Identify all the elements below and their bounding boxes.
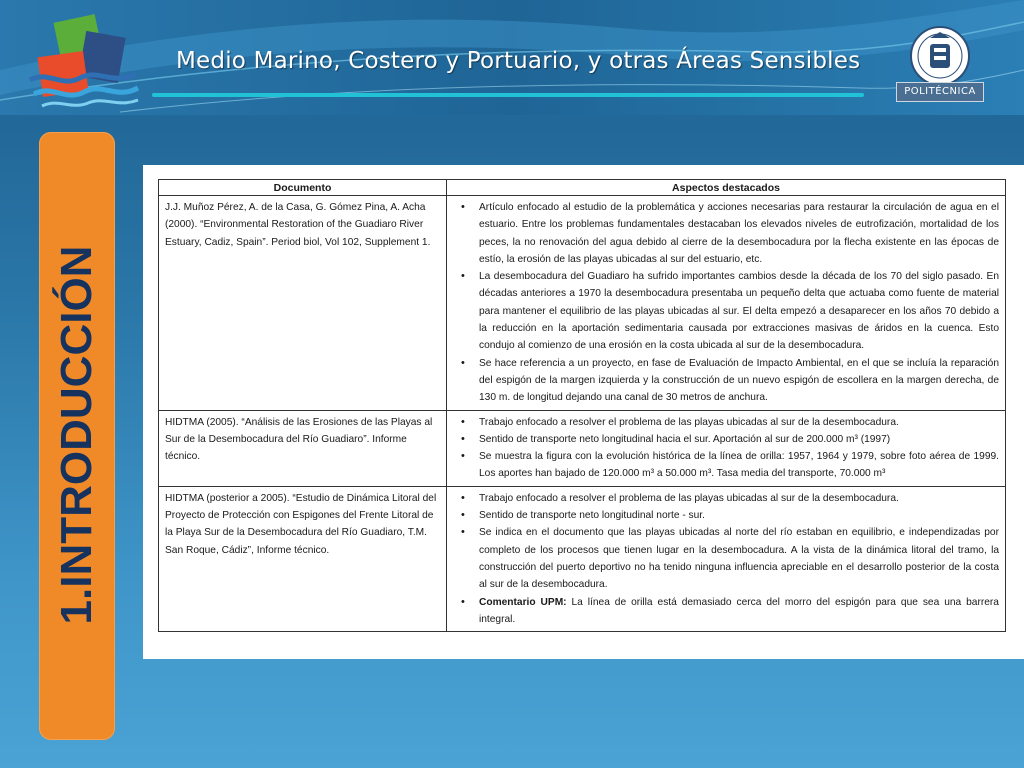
aspects-list — [453, 490, 999, 628]
comment-label: Comentario UPM: — [479, 596, 567, 608]
list-item: • Se muestra la figura con la evolución histórica de la línea de orilla: 1957, 1964 y 1979, sobre foto aérea de 1999. Los aportes han bajado de 120.000 m³ a 50.000 m³. Tasa media del transporte, 70.000 m³ — [453, 448, 999, 483]
list-item: • Sentido de transporte neto longitudinal hacia el sur. Aportación al sur de 200.000 m³ (1997) — [453, 431, 999, 448]
column-header-aspectos: Aspectos destacados — [447, 180, 1006, 196]
institution-label: POLITÉCNICA — [896, 82, 984, 102]
aspects-list — [453, 414, 999, 483]
document-cell: HIDTMA (2005). “Análisis de las Erosiones de las Playas al Sur de la Desembocadura del Río Guadiaro”. Informe técnico. — [159, 410, 447, 486]
list-item: • Se hace referencia a un proyecto, en fase de Evaluación de Impacto Ambiental, en el que se incluía la reparación del espigón de la margen izquierda y la construcción de un nuevo espigón de escollera en la margen derecha, de 130 m. de longitud dejando una canal de 30 metros de anchura. — [453, 355, 999, 407]
aspects-cell — [447, 410, 1006, 486]
list-item: • Se indica en el documento que las playas ubicadas al norte del río estaban en equilibrio, e independizadas por completo de los procesos que tienen lugar en la desembocadura. A la vista de la dinámica litoral del tramo, la construcción del puerto deportivo no ha tenido ninguna influencia apreciable en el desarrollo posterior de la costa al sur de la desembocadura. — [453, 524, 999, 593]
list-item: • La desembocadura del Guadiaro ha sufrido importantes cambios desde la década de los 70 del siglo pasado. En décadas anteriores a 1970 la desembocadura presentaba un pequeño delta que actuaba como fuente de material para mantener el equilibrio de las playas ubicadas al sur. El delta empezó a desaparecer en los años 70 debido a la reducción en la aportación sedimentaria causada por extracciones masivas de áridos en la cuenca. Esto condujo al comienzo de una erosión en la costa ubicada al sur de la desembocadura. — [453, 268, 999, 354]
title-underline — [152, 93, 864, 97]
project-logo-icon — [28, 14, 140, 110]
comment-text: La línea de orilla está demasiado cerca del morro del espigón para que sea una barrera integral. — [479, 596, 999, 625]
column-header-documento: Documento — [159, 180, 447, 196]
list-item: • Artículo enfocado al estudio de la problemática y acciones necesarias para restaurar la circulación de agua en el estuario. Entre los problemas fundamentales destacaban los elevados niveles de eutrofización, mortalidad de los peces, la no renovación del agua debido al cierre de la desembocadura por la flecha existente en las épocas de estío, la erosión de las playas ubicadas al sur del estuario, etc. — [453, 199, 999, 268]
aspects-cell — [447, 196, 1006, 411]
aspects-list — [453, 199, 999, 407]
page-title: Medio Marino, Costero y Portuario, y otras Áreas Sensibles — [176, 48, 861, 74]
document-cell: HIDTMA (posterior a 2005). “Estudio de Dinámica Litoral del Proyecto de Protección con Espigones del Frente Litoral de la Playa Sur de la Desembocadura del Río Guadiaro, T.M. San Roque, Cádiz”, Informe técnico. — [159, 486, 447, 631]
list-item: • Trabajo enfocado a resolver el problema de las playas ubicadas al sur de la desembocadura. — [453, 490, 999, 507]
section-label: 1.INTRODUCCIÓN — [52, 245, 101, 625]
aspects-cell — [447, 486, 1006, 631]
references-table — [158, 179, 1006, 632]
content-panel — [143, 165, 1024, 659]
list-item: • Sentido de transporte neto longitudinal norte - sur. — [453, 507, 999, 524]
table-row — [159, 410, 1006, 486]
document-cell: J.J. Muñoz Pérez, A. de la Casa, G. Gómez Pina, A. Acha (2000). “Environmental Restoration of the Guadiaro River Estuary, Cadiz, Spain”. Period biol, Vol 102, Supplement 1. — [159, 196, 447, 411]
list-item: • Trabajo enfocado a resolver el problema de las playas ubicadas al sur de la desembocadura. — [453, 414, 999, 431]
table-row — [159, 486, 1006, 631]
table-row — [159, 196, 1006, 411]
table-header-row — [159, 180, 1006, 196]
list-item — [453, 594, 999, 629]
